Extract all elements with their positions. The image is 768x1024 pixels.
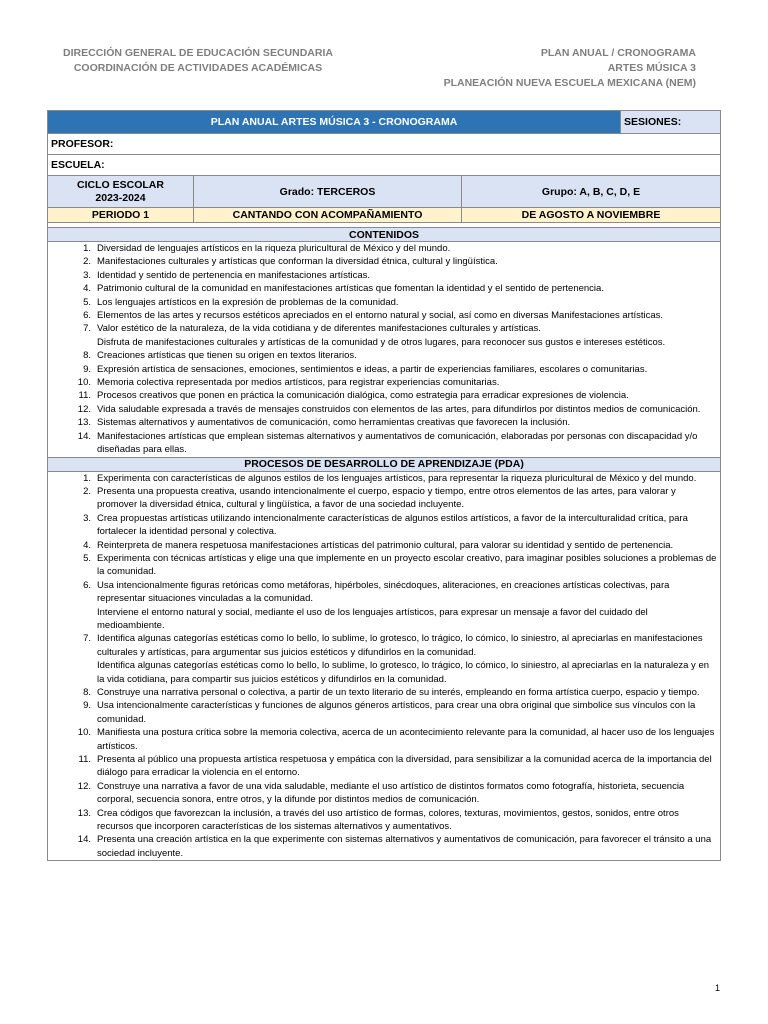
ciclo-cell <box>48 176 194 208</box>
list-item <box>51 389 717 402</box>
pda-title: PROCESOS DE DESARROLLO DE APRENDIZAJE (PDA) <box>48 457 721 471</box>
list-item-text: Vida saludable expresada a través de mensajes construidos con elementos de las artes, para difundirlos por distintos medios de comunicación. <box>97 403 701 415</box>
list-item-number: 14. <box>77 430 91 442</box>
contenidos-cell <box>48 242 721 458</box>
list-item <box>51 269 717 282</box>
plan-table <box>47 110 721 861</box>
list-item-number: 12. <box>77 403 91 415</box>
list-item <box>51 403 717 416</box>
header-subject: ARTES MÚSICA 3 <box>607 62 696 74</box>
escuela-label: ESCUELA: <box>48 155 721 176</box>
list-item-extra-text: Disfruta de manifestaciones culturales y artísticas de la comunidad y de otros lugares, para reconocer sus gustos e intereses estéticos. <box>97 336 666 348</box>
list-item-extra-text: Interviene el entorno natural y social, mediante el uso de los lenguajes artísticos, para expresar un mensaje a favor del cuidado del medioambiente. <box>97 606 648 631</box>
header-org: DIRECCIÓN GENERAL DE EDUCACIÓN SECUNDARIA <box>63 47 333 59</box>
list-item-number: 3. <box>83 269 91 281</box>
list-item <box>51 807 717 834</box>
periodo-cell: PERIODO 1 <box>48 208 194 223</box>
list-item <box>51 686 717 699</box>
list-item-number: 8. <box>83 687 91 698</box>
list-item-text: Presenta una propuesta creativa, usando intencionalmente el cuerpo, espacio y tiempo, entre otros elementos de las artes, para valorar y promover la diversidad étnica, cultural y lingüística, a favor de una sociedad incluyente. <box>97 485 676 511</box>
list-item-number: 11. <box>78 754 91 766</box>
list-item-text: Memoria colectiva representada por medios artísticos, para registrar experiencias comunitarias. <box>97 377 500 389</box>
list-item-text: Elementos de las artes y recursos estéticos apreciados en el entorno natural y social, así como en diversas Manifestaciones artísticas. <box>97 310 664 322</box>
list-item <box>51 579 717 633</box>
list-item-number: 1. <box>83 243 91 254</box>
list-item <box>51 632 717 686</box>
list-item-text: Presenta al público una propuesta artística respetuosa y empática con la diversidad, para sensibilizar a la comunidad acerca de la importancia del diálogo para erradicar la violencia en el entorno. <box>97 754 712 779</box>
ciclo-label: CICLO ESCOLAR <box>77 178 164 191</box>
list-item <box>51 363 717 376</box>
list-item-text: Manifiesta una postura crítica sobre la memoria colectiva, acerca de un acontecimiento relevante para la comunidad, al hacer uso de los lenguajes artísticos. <box>97 727 715 752</box>
header-dept: COORDINACIÓN DE ACTIVIDADES ACADÉMICAS <box>73 62 323 74</box>
list-item-number: 10. <box>77 377 91 389</box>
list-item-text: Creaciones artísticas que tienen su origen en textos literarios. <box>97 350 357 362</box>
list-item-text: Identidad y sentido de pertenencia en manifestaciones artísticas. <box>97 269 371 281</box>
list-item <box>51 780 717 807</box>
list-item <box>51 430 717 457</box>
list-item-number: 6. <box>83 579 91 591</box>
header-doc-type: PLAN ANUAL / CRONOGRAMA <box>540 47 696 59</box>
list-item-number: 7. <box>83 633 91 645</box>
list-item-number: 10. <box>77 727 91 739</box>
list-item-number: 6. <box>83 310 91 322</box>
header-left <box>48 46 348 76</box>
tema-cell: CANTANDO CON ACOMPAÑAMIENTO <box>194 208 462 223</box>
list-item <box>51 282 717 295</box>
list-item-text: Patrimonio cultural de la comunidad en manifestaciones artísticas que fomentan la identidad y el sentido de pertenencia. <box>97 283 604 295</box>
list-item-number: 14. <box>77 834 91 846</box>
list-item-text: Presenta una creación artística en la que experimente con sistemas alternativos y aumentativos de comunicación, para favorecer el tránsito a una sociedad incluyente. <box>97 834 712 859</box>
list-item-number: 5. <box>83 552 91 564</box>
list-item-extra-text: Identifica algunas categorías estéticas como lo bello, lo sublime, lo grotesco, lo trágico, lo cómico, lo siniestro, al apreciarlas en la naturaleza y en la vida cotidiana, para compartir sus juicios estéticos y difundirlos en la comunidad. <box>97 660 710 685</box>
list-item-text: Usa intencionalmente características y funciones de algunos géneros artísticos, para crear una obra original que simbolice sus vínculos con la comunidad. <box>97 700 696 725</box>
list-item <box>51 472 717 485</box>
list-item-text: Los lenguajes artísticos en la expresión de problemas de la comunidad. <box>97 296 399 308</box>
list-item-text: Construye una narrativa a favor de una vida saludable, mediante el uso artístico de distintos formatos como fotografía, historieta, secuencia corporal, secuencia sonora, entre otros, y la difunde por distintos medios de comunicación. <box>97 780 685 806</box>
list-item-number: 4. <box>83 283 91 295</box>
list-item-text: Expresión artística de sensaciones, emociones, sentimientos e ideas, a partir de experiencias familiares, escolares o comunitarias. <box>97 363 648 375</box>
list-item <box>51 296 717 309</box>
sesiones-label: SESIONES: <box>621 111 721 134</box>
list-item-number: 13. <box>77 807 91 819</box>
list-item <box>51 255 717 268</box>
list-item-text: Manifestaciones culturales y artísticas que conforman la diversidad étnica, cultural y lingüística. <box>97 256 498 268</box>
list-item-number: 4. <box>83 539 91 551</box>
list-item-text: Reinterpreta de manera respetuosa manifestaciones artísticas del patrimonio cultural, para valorar su identidad y sentido de pertenencia. <box>97 539 674 551</box>
list-item <box>51 349 717 362</box>
list-item <box>51 833 717 860</box>
contenidos-title: CONTENIDOS <box>48 228 721 242</box>
list-item-number: 1. <box>83 472 91 484</box>
list-item <box>51 726 717 753</box>
list-item-number: 12. <box>77 780 91 792</box>
list-item <box>51 485 717 512</box>
pda-cell <box>48 471 721 861</box>
list-item-text: Crea códigos que favorezcan la inclusión, a través del uso artístico de formas, colores, texturas, movimientos, gestos, sonidos, entre otros recursos que incorporen características de los sistemas alternativos y aumentativos. <box>97 807 679 833</box>
list-item-text: Crea propuestas artísticas utilizando intencionalmente características de algunos estilos artísticos, a favor de la interculturalidad crítica, para fortalecer la identidad personal y colectiva. <box>97 512 688 538</box>
list-item-number: 7. <box>83 323 91 335</box>
list-item-text: Experimenta con características de algunos estilos de los lenguajes artísticos, para representar la riqueza pluricultural de México y del mundo. <box>97 472 697 484</box>
list-item-number: 11. <box>78 390 91 402</box>
list-item-text: Experimenta con técnicas artísticas y elige una que implemente en un proyecto escolar creativo, para imaginar posibles soluciones a problemas de la comunidad. <box>97 552 717 578</box>
list-item-number: 13. <box>77 417 91 429</box>
list-item-text: Valor estético de la naturaleza, de la vida cotidiana y de diferentes manifestaciones culturales y artísticas. <box>97 323 541 335</box>
list-item <box>51 309 717 322</box>
list-item <box>51 376 717 389</box>
list-item-number: 2. <box>83 256 91 268</box>
fechas-cell: DE AGOSTO A NOVIEMBRE <box>462 208 721 223</box>
list-item-number: 3. <box>83 512 91 524</box>
list-item-text: Construye una narrativa personal o colectiva, a partir de un texto literario de su interés, empleando en forma artística cuerpo, espacio y tiempo. <box>97 687 700 698</box>
list-item-text: Sistemas alternativos y aumentativos de comunicación, como herramientas creativas que favorecen la inclusión. <box>97 417 571 429</box>
list-item-text: Usa intencionalmente figuras retóricas como metáforas, hipérboles, sinécdoques, aliteraciones, en creaciones artísticas colectivas, para representar situaciones vinculadas a la comunidad. <box>97 579 670 605</box>
list-item <box>51 699 717 726</box>
page-number: 1 <box>714 983 720 993</box>
list-item <box>51 242 717 255</box>
list-item-number: 8. <box>83 350 91 362</box>
ciclo-years: 2023-2024 <box>95 191 146 204</box>
list-item <box>51 322 717 349</box>
header-right <box>444 46 696 91</box>
list-item-text: Manifestaciones artísticas que emplean sistemas alternativos y aumentativos de comunicación, elaboradas por personas con discapacidad y/o diseñadas para ellas. <box>97 430 698 456</box>
list-item-text: Diversidad de lenguajes artísticos en la riqueza pluricultural de México y del mundo. <box>97 243 451 254</box>
list-item-text: Identifica algunas categorías estéticas como lo bello, lo sublime, lo grotesco, lo trágico, lo cómico, lo siniestro, al apreciarlas en manifestaciones culturales y artísticas, para argumentar sus juicios estéticos y difundirlos en la comunidad. <box>97 633 703 658</box>
contenidos-list <box>51 242 717 457</box>
list-item-number: 2. <box>83 485 91 497</box>
profesor-label: PROFESOR: <box>48 134 721 155</box>
list-item-number: 9. <box>83 363 91 375</box>
grado-cell: Grado: TERCEROS <box>194 176 462 208</box>
list-item-number: 9. <box>83 700 91 712</box>
grupo-cell: Grupo: A, B, C, D, E <box>462 176 721 208</box>
list-item <box>51 539 717 552</box>
list-item <box>51 552 717 579</box>
list-item <box>51 416 717 429</box>
pda-list <box>51 472 717 861</box>
list-item <box>51 512 717 539</box>
header-plan: PLANEACIÓN NUEVA ESCUELA MEXICANA (NEM) <box>443 77 696 89</box>
list-item-number: 5. <box>83 296 91 308</box>
list-item <box>51 753 717 780</box>
plan-title: PLAN ANUAL ARTES MÚSICA 3 - CRONOGRAMA <box>48 111 621 134</box>
list-item-text: Procesos creativos que ponen en práctica la comunicación dialógica, como estrategia para erradicar expresiones de violencia. <box>97 390 629 402</box>
